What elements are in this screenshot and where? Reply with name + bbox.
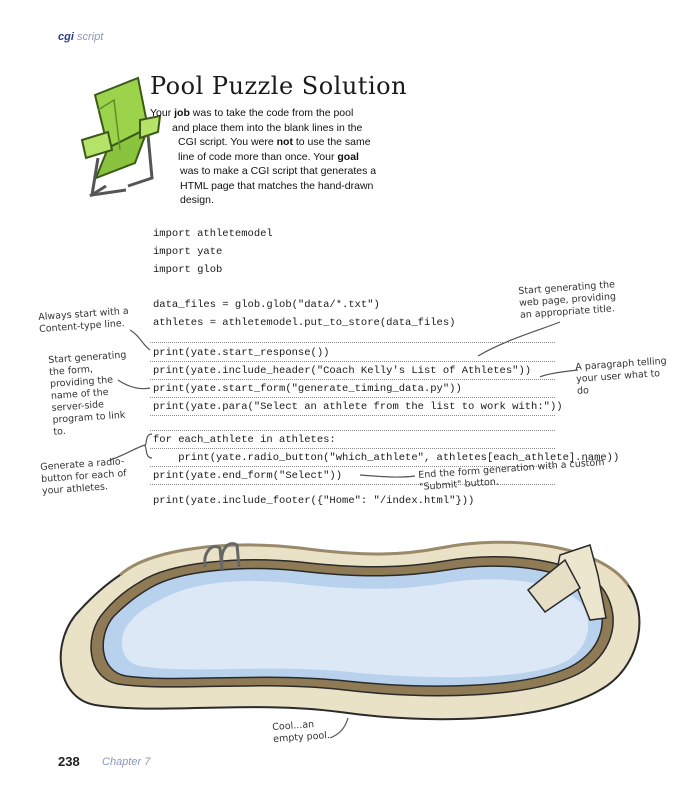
note-paragraph: A paragraph telling your user what to do <box>575 355 668 397</box>
intro-line: design. <box>180 194 214 206</box>
lawn-chair-illustration <box>82 78 160 196</box>
note-start-form: Start generating the form, providing the name of the server-side program to link to. <box>48 349 127 438</box>
blank-line <box>150 379 555 380</box>
blank-line <box>150 397 555 398</box>
code-line: print(yate.include_header("Coach Kelly's List of Athletes")) <box>153 365 532 377</box>
code-line: print(yate.include_footer({"Home": "/index.html"})) <box>153 495 475 507</box>
header-script: script <box>76 31 104 43</box>
code-line: print(yate.para("Select an athlete from the list to work with:")) <box>153 401 563 413</box>
pool-illustration <box>61 542 640 719</box>
code-line: import yate <box>153 246 223 258</box>
intro-line: Your job was to take the code from the pool <box>150 107 354 119</box>
code-line: print(yate.radio_button("which_athlete", athletes[each_athlete].name)) <box>153 452 620 464</box>
note-end-form: End the form generation with a custom "Submit" button. <box>418 456 605 493</box>
page-title: Pool Puzzle Solution <box>150 72 408 100</box>
note-web-page: Start generating the web page, providing an appropriate title. <box>518 279 617 321</box>
intro-text <box>150 106 390 208</box>
code-line: print(yate.start_form("generate_timing_data.py")) <box>153 383 462 395</box>
blank-line <box>150 430 555 431</box>
blank-line <box>150 448 555 449</box>
code-line: data_files = glob.glob("data/*.txt") <box>153 299 380 311</box>
intro-line: HTML page that matches the hand-drawn <box>180 179 374 192</box>
note-radio-button: Generate a radio-button for each of your athletes. <box>40 456 127 497</box>
page-number: 238 <box>58 754 80 769</box>
header-cgi: cgi <box>58 31 74 43</box>
intro-line: was to make a CGI script that generates a <box>180 165 377 177</box>
blank-line <box>150 342 555 343</box>
loop-brace <box>145 434 152 458</box>
code-line: import glob <box>153 264 223 276</box>
blank-line <box>150 361 555 362</box>
note-empty-pool: Cool...an empty pool. <box>272 719 331 745</box>
intro-line: CGI script. You were not to use the same <box>178 136 371 148</box>
intro-line: line of code more than once. Your goal <box>178 150 359 163</box>
code-line: print(yate.end_form("Select")) <box>153 470 343 482</box>
code-line: print(yate.start_response()) <box>153 347 330 359</box>
code-line: for each_athlete in athletes: <box>153 434 336 446</box>
note-content-type: Always start with a Content-type line. <box>38 305 130 335</box>
chapter-label: Chapter 7 <box>102 756 151 768</box>
intro-line: and place them into the blank lines in the <box>172 121 363 134</box>
blank-line <box>150 415 555 416</box>
code-line: athletes = athletemodel.put_to_store(data_files) <box>153 317 456 329</box>
code-line: import athletemodel <box>153 228 273 240</box>
